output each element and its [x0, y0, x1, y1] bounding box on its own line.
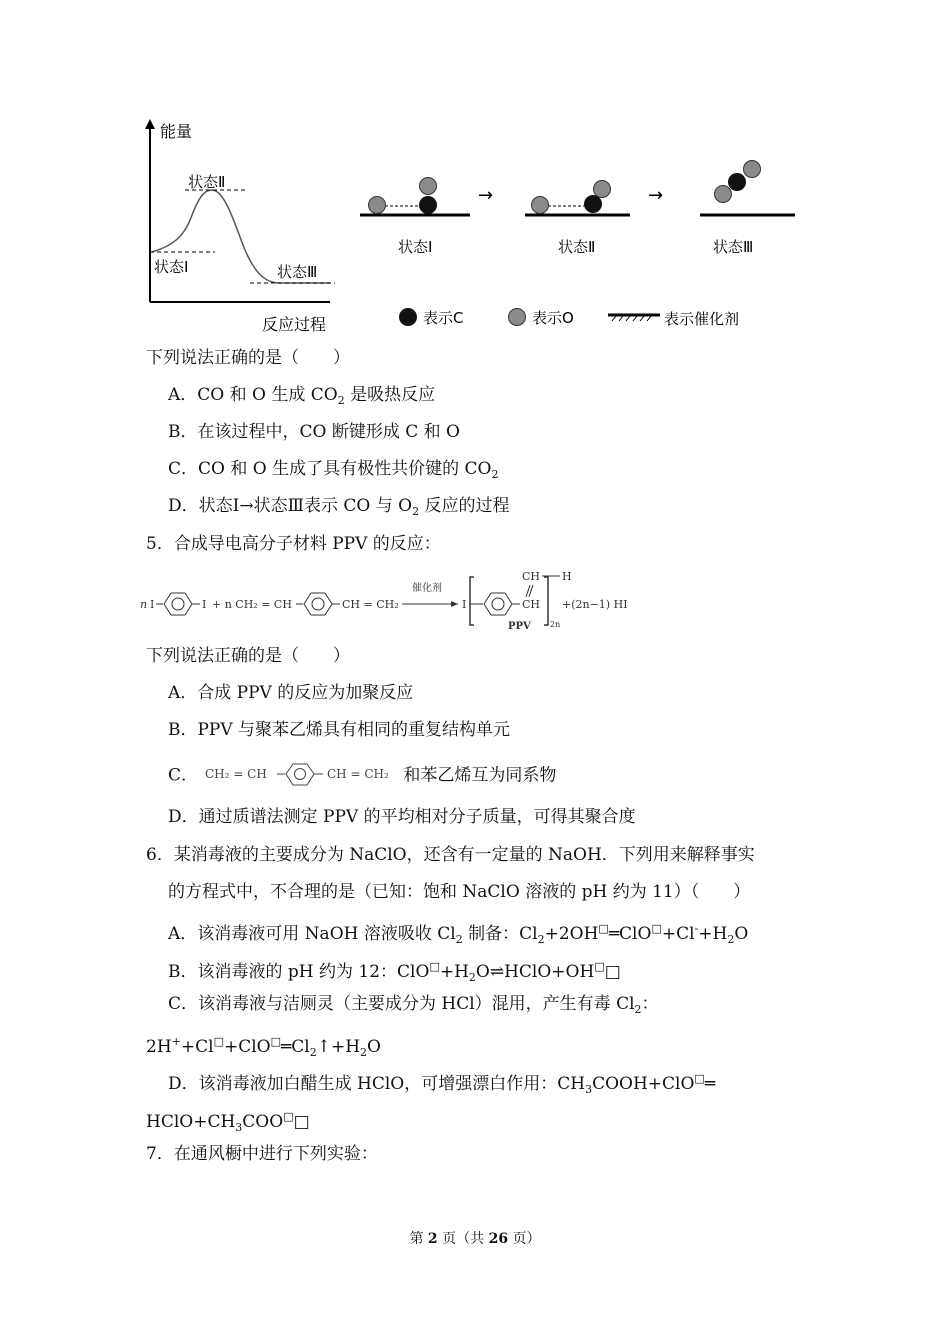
oxygen-legend-icon — [509, 309, 526, 326]
ppv-reaction-equation — [140, 565, 640, 635]
catalyst-schematic — [360, 161, 795, 257]
catalyst-label: 催化剂 — [412, 583, 442, 594]
carbon-legend-icon — [399, 308, 417, 326]
schematic-state3: 状态Ⅲ — [713, 238, 754, 256]
q4-option-d[interactable]: D．状态Ⅰ→状态Ⅲ表示 CO 与 $O_2$ 反应的过程 — [168, 496, 510, 518]
q6-option-c[interactable]: C．该消毒液与洁厕灵（主要成分为 HCl）混用，产生有毒 $Cl_2$： — [168, 994, 659, 1016]
q5-option-a[interactable]: A．合成 PPV 的反应为加聚反应 — [168, 683, 414, 703]
p-divinylbenzene-structure — [203, 763, 403, 789]
q6-option-b[interactable]: B．该消毒液的 pH 约为 12：$ClO^□+H_2O\rightleftharpoons HClO+OH^□□$ — [168, 960, 621, 984]
iodine-right: I — [202, 598, 207, 611]
q4-option-c[interactable]: C．CO 和 O 生成了具有极性共价键的 $CO_2$ — [168, 459, 499, 481]
q6-option-d-equation: $HClO+CH_3COO^□□$ — [146, 1110, 310, 1134]
oxygen-atom — [532, 197, 549, 214]
subscript-2n: 2n — [550, 620, 561, 629]
q6-stem-line1: 6．某消毒液的主要成分为 NaClO，还含有一定量的 NaOH．下列用来解释事实 — [146, 845, 755, 865]
legend-carbon: 表示C — [423, 309, 464, 327]
arrow-icon: → — [648, 185, 664, 206]
schematic-state1: 状态Ⅰ — [398, 238, 433, 256]
carbon-atom — [728, 173, 746, 191]
benzene-ring-icon — [164, 593, 192, 615]
hi-byproduct: +(2n−1) HI — [562, 598, 628, 611]
q6-stem-line2: 的方程式中，不合理的是（已知：饱和 NaClO 溶液的 pH 约为 11）（ ） — [168, 882, 751, 902]
state3-label: 状态Ⅲ — [277, 263, 318, 281]
iodine-left: I — [150, 598, 155, 611]
reaction-arrow-icon — [451, 601, 458, 607]
benzene-ring-icon — [304, 593, 332, 615]
legend-oxygen: 表示O — [532, 309, 574, 327]
benzene-ring-icon — [286, 764, 314, 785]
y-axis-arrow-icon — [145, 119, 155, 129]
energy-diagram — [145, 119, 335, 334]
carbon-atom — [419, 196, 437, 214]
legend — [399, 308, 739, 328]
q6-option-c-equation: $2H^++Cl^□+ClO^□═Cl_2↑+H_2O$ — [146, 1035, 381, 1059]
q6-option-d[interactable]: D．该消毒液加白醋生成 HClO，可增强漂白作用：$CH_3COOH+ClO^□═$ — [168, 1072, 716, 1096]
oxygen-atom — [715, 186, 732, 203]
state1-label: 状态Ⅰ — [154, 258, 189, 276]
reactant2-right: CH = CH₂ — [342, 598, 399, 611]
carbon-atom — [584, 195, 602, 213]
reactant2-left: + n CH₂ = CH — [212, 598, 292, 611]
iodine-end: I — [462, 598, 467, 611]
coef-n: n — [140, 598, 148, 611]
y-axis-label: 能量 — [160, 122, 193, 141]
legend-catalyst: 表示催化剂 — [664, 310, 740, 328]
total-pages: 26 — [488, 1231, 509, 1247]
arrow-icon: → — [478, 185, 494, 206]
x-axis-label: 反应过程 — [262, 315, 327, 334]
benzene-ring-icon — [484, 593, 512, 615]
q5-option-d[interactable]: D．通过质谱法测定 PPV 的平均相对分子质量，可得其聚合度 — [168, 807, 636, 827]
oxygen-atom — [369, 197, 386, 214]
page-number: 2 — [427, 1231, 438, 1247]
oxygen-atom — [594, 181, 611, 198]
q7-stem: 7．在通风橱中进行下列实验： — [146, 1144, 378, 1164]
q4-prompt: 下列说法正确的是（ ） — [146, 348, 350, 368]
q5-prompt: 下列说法正确的是（ ） — [146, 646, 350, 666]
oxygen-atom — [744, 161, 761, 178]
q5-option-c[interactable]: C． CH₂ = CH CH = CH₂ 和苯乙烯互为同系物 — [168, 763, 556, 789]
h-end: H — [562, 570, 572, 583]
q5-stem: 5．合成导电高分子材料 PPV 的反应： — [146, 534, 441, 554]
q5-option-b[interactable]: B．PPV 与聚苯乙烯具有相同的重复结构单元 — [168, 720, 511, 740]
page-footer: 第 2 页（共 26 页） — [409, 1231, 541, 1247]
ch-upper: CH — [522, 570, 541, 583]
state2-label: 状态Ⅱ — [188, 173, 226, 191]
ppv-label: PPV — [508, 621, 531, 632]
reaction-figure — [140, 115, 820, 340]
ch-lower: CH — [522, 598, 541, 611]
q4-option-b[interactable]: B．在该过程中，CO 断键形成 C 和 O — [168, 422, 460, 442]
mol-right: CH = CH₂ — [327, 767, 390, 781]
q6-option-a[interactable]: A．该消毒液可用 NaOH 溶液吸收 $Cl_2$ 制备：$Cl_2+2OH^□═ClO^□+Cl^-+H_2O$ — [168, 922, 749, 946]
oxygen-atom — [420, 178, 437, 195]
schematic-state2: 状态Ⅱ — [558, 238, 596, 256]
q4-option-a[interactable]: A．CO 和 O 生成 $CO_2$ 是吸热反应 — [168, 385, 436, 407]
mol-left: CH₂ = CH — [205, 767, 268, 781]
